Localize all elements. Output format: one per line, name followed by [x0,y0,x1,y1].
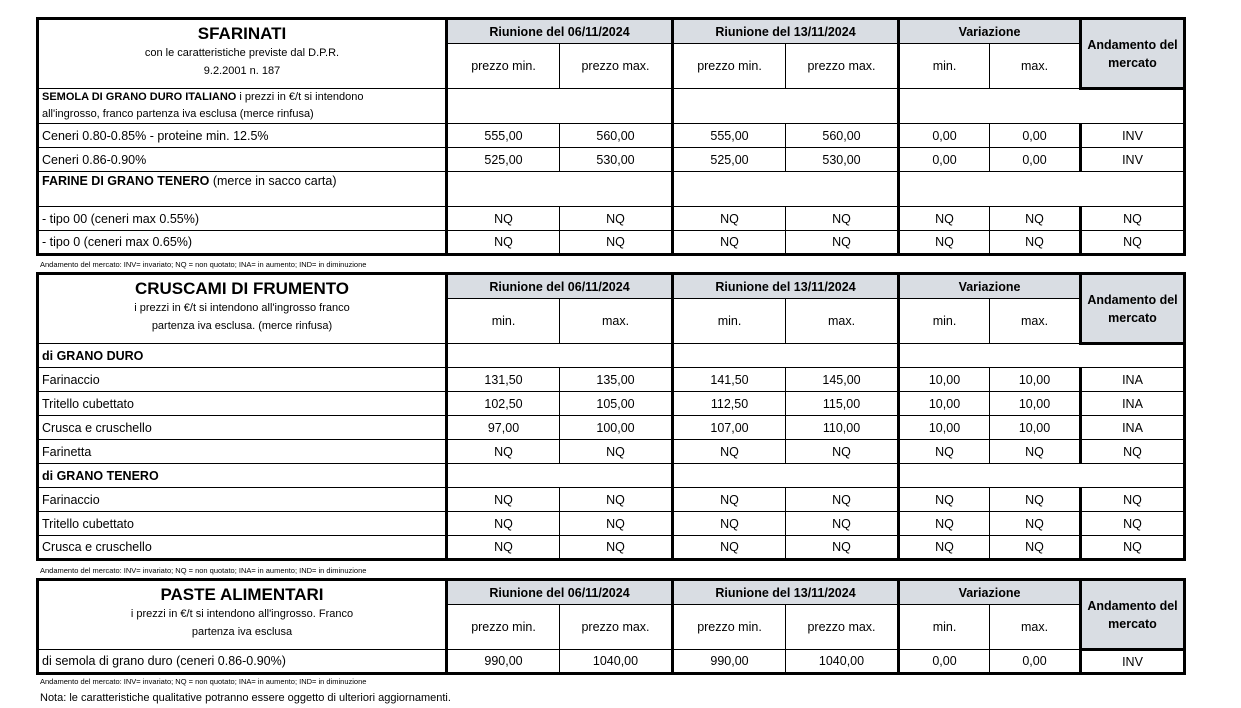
cell-trend: NQ [1081,512,1185,536]
cell-value: NQ [786,440,899,464]
cell-trend: INA [1081,368,1185,392]
table-row [38,231,1185,255]
cell-value: 1040,00 [786,650,899,674]
cell-value: NQ [560,488,673,512]
sfarinati-table [36,17,1186,256]
col-prezzo-min: prezzo min. [447,605,560,650]
cell-value: NQ [899,536,990,560]
cell-trend: INA [1081,392,1185,416]
meeting1-header: Riunione del 06/11/2024 [447,274,673,299]
table-row [38,124,1185,148]
cell-value: 112,50 [673,392,786,416]
cell-value: NQ [990,512,1081,536]
row-label: Farinaccio [38,368,447,392]
cell-value: 10,00 [899,392,990,416]
col-var-min: min. [899,44,990,89]
col-var-min: min. [899,299,990,344]
empty-cell [673,464,899,488]
section-label-bold: SEMOLA DI GRANO DURO ITALIANO [42,91,237,103]
cell-value: NQ [673,231,786,255]
cell-value: NQ [899,207,990,231]
cell-value: NQ [786,536,899,560]
cell-trend: INV [1081,124,1185,148]
legend-note: Andamento del mercato: INV= invariato; NQ = non quotato; INA= in aumento; IND= in diminuzione [40,677,367,686]
andamento-header: Andamento del mercato [1081,580,1185,650]
empty-cell [447,344,673,368]
cell-value: NQ [447,207,560,231]
table-row [38,416,1185,440]
meeting1-header: Riunione del 06/11/2024 [447,19,673,44]
empty-cell [899,172,1185,207]
col-prezzo-min: prezzo min. [447,44,560,89]
cell-value: NQ [447,231,560,255]
cell-value: 105,00 [560,392,673,416]
table-row [38,368,1185,392]
cell-value: NQ [990,207,1081,231]
andamento-header: Andamento del mercato [1081,274,1185,344]
section-label [38,89,447,124]
cell-value: NQ [447,440,560,464]
empty-cell [899,344,1185,368]
cell-trend: INA [1081,416,1185,440]
col-var-max: max. [990,44,1081,89]
empty-cell [673,344,899,368]
cell-value: NQ [786,512,899,536]
table-row [38,392,1185,416]
cell-value: 560,00 [786,124,899,148]
cell-value: NQ [899,231,990,255]
cell-value: 560,00 [560,124,673,148]
cell-value: NQ [899,440,990,464]
cell-value: 0,00 [990,148,1081,172]
cell-value: 110,00 [786,416,899,440]
cell-value: 100,00 [560,416,673,440]
cell-value: 10,00 [899,368,990,392]
cell-value: 530,00 [786,148,899,172]
col-prezzo-max: prezzo max. [786,44,899,89]
row-label: Crusca e cruschello [38,416,447,440]
cell-value: 10,00 [899,416,990,440]
cell-value: NQ [990,536,1081,560]
cell-value: NQ [899,488,990,512]
section-label-rest: i prezzi in €/t si intendono [236,91,364,103]
empty-cell [899,89,1185,124]
meeting2-header: Riunione del 13/11/2024 [673,274,899,299]
cell-value: 115,00 [786,392,899,416]
paste-table [36,578,1186,675]
meeting2-header: Riunione del 13/11/2024 [673,580,899,605]
paste-title: PASTE ALIMENTARI [160,585,324,604]
row-label: Tritello cubettato [38,392,447,416]
cell-value: 97,00 [447,416,560,440]
cell-value: NQ [899,512,990,536]
cell-value: 10,00 [990,368,1081,392]
cell-value: 525,00 [447,148,560,172]
cell-value: 0,00 [899,148,990,172]
row-label: Ceneri 0.80-0.85% - proteine min. 12.5% [38,124,447,148]
section-label [38,172,447,207]
cell-trend: NQ [1081,440,1185,464]
row-label: Crusca e cruschello [38,536,447,560]
meeting2-header: Riunione del 13/11/2024 [673,19,899,44]
empty-cell [673,172,899,207]
row-label: - tipo 00 (ceneri max 0.55%) [38,207,447,231]
cell-value: 555,00 [673,124,786,148]
cell-value: NQ [673,488,786,512]
col-min: min. [447,299,560,344]
cell-value: 0,00 [990,124,1081,148]
sfarinati-title-cell [38,19,447,89]
paste-subtitle-1: i prezzi in €/t si intendono all'ingrosso. Franco [130,608,354,620]
col-prezzo-max: prezzo max. [786,605,899,650]
cell-value: 555,00 [447,124,560,148]
section-label: di GRANO DURO [38,344,447,368]
andamento-header: Andamento del mercato [1081,19,1185,89]
cell-trend: INV [1081,148,1185,172]
cell-value: NQ [673,512,786,536]
cell-value: 1040,00 [560,650,673,674]
meeting1-header: Riunione del 06/11/2024 [447,580,673,605]
cell-value: NQ [990,488,1081,512]
cell-value: 525,00 [673,148,786,172]
cell-value: 10,00 [990,392,1081,416]
cell-value: 530,00 [560,148,673,172]
col-prezzo-min: prezzo min. [673,605,786,650]
row-label: - tipo 0 (ceneri max 0.65%) [38,231,447,255]
cell-trend: NQ [1081,536,1185,560]
cell-value: NQ [560,207,673,231]
cruscami-table [36,272,1186,561]
cell-value: NQ [990,231,1081,255]
cell-value: NQ [786,488,899,512]
cell-trend: NQ [1081,488,1185,512]
cell-value: NQ [447,536,560,560]
sfarinati-title: SFARINATI [197,24,287,43]
row-label: Ceneri 0.86-0.90% [38,148,447,172]
paste-subtitle-2: partenza iva esclusa [191,626,293,638]
table-row [38,207,1185,231]
table-row [38,488,1185,512]
cruscami-title: CRUSCAMI DI FRUMENTO [134,279,350,298]
col-var-max: max. [990,299,1081,344]
cell-value: NQ [447,488,560,512]
variazione-header: Variazione [899,19,1081,44]
cruscami-title-cell [38,274,447,344]
empty-cell [447,464,673,488]
cell-trend: NQ [1081,231,1185,255]
col-prezzo-max: prezzo max. [560,605,673,650]
cell-value: NQ [673,207,786,231]
cell-value: NQ [786,207,899,231]
cell-value: 0,00 [899,124,990,148]
col-prezzo-max: prezzo max. [560,44,673,89]
cell-value: NQ [560,512,673,536]
col-var-max: max. [990,605,1081,650]
row-label: Farinaccio [38,488,447,512]
cell-value: NQ [560,231,673,255]
legend-note: Andamento del mercato: INV= invariato; NQ = non quotato; INA= in aumento; IND= in diminuzione [40,260,367,269]
cell-value: 10,00 [990,416,1081,440]
empty-cell [447,89,673,124]
section-row [38,344,1185,368]
legend-note: Andamento del mercato: INV= invariato; NQ = non quotato; INA= in aumento; IND= in diminuzione [40,566,367,575]
sfarinati-subtitle-1: con le caratteristiche previste dal D.P.R. [144,47,340,59]
section-label: di GRANO TENERO [38,464,447,488]
cell-value: 107,00 [673,416,786,440]
table-row [38,536,1185,560]
empty-cell [899,464,1185,488]
section-row [38,172,1185,207]
cell-value: 990,00 [447,650,560,674]
col-prezzo-min: prezzo min. [673,44,786,89]
cell-value: 102,50 [447,392,560,416]
cell-value: NQ [560,536,673,560]
row-label: di semola di grano duro (ceneri 0.86-0.90%) [38,650,447,674]
cell-value: 990,00 [673,650,786,674]
cell-value: NQ [990,440,1081,464]
section-label-rest: (merce in sacco carta) [209,174,337,188]
paste-title-cell [38,580,447,650]
cell-value: NQ [673,536,786,560]
variazione-header: Variazione [899,580,1081,605]
cell-trend: NQ [1081,207,1185,231]
cell-value: NQ [560,440,673,464]
cell-value: 141,50 [673,368,786,392]
row-label: Tritello cubettato [38,512,447,536]
cell-value: 131,50 [447,368,560,392]
empty-cell [447,172,673,207]
section-row [38,464,1185,488]
variazione-header: Variazione [899,274,1081,299]
table-row [38,512,1185,536]
table-row [38,650,1185,674]
col-var-min: min. [899,605,990,650]
col-min: min. [673,299,786,344]
table-row [38,440,1185,464]
cell-value: 135,00 [560,368,673,392]
cell-value: NQ [447,512,560,536]
cruscami-subtitle-2: partenza iva esclusa. (merce rinfusa) [151,320,333,332]
table-row [38,148,1185,172]
cell-value: 145,00 [786,368,899,392]
col-max: max. [560,299,673,344]
empty-cell [673,89,899,124]
cell-trend: INV [1081,650,1185,674]
cell-value: 0,00 [990,650,1081,674]
cell-value: NQ [673,440,786,464]
col-max: max. [786,299,899,344]
section-label-line2: all'ingrosso, franco partenza iva esclusa (merce rinfusa) [42,108,314,120]
section-label-bold: FARINE DI GRANO TENERO [42,174,210,188]
row-label: Farinetta [38,440,447,464]
section-row [38,89,1185,124]
cell-value: NQ [786,231,899,255]
footnote: Nota: le caratteristiche qualitative potranno essere oggetto di ulteriori aggiornamenti. [40,692,451,704]
cell-value: 0,00 [899,650,990,674]
cruscami-subtitle-1: i prezzi in €/t si intendono all'ingrosso franco [134,302,350,314]
sfarinati-subtitle-2: 9.2.2001 n. 187 [203,65,281,77]
